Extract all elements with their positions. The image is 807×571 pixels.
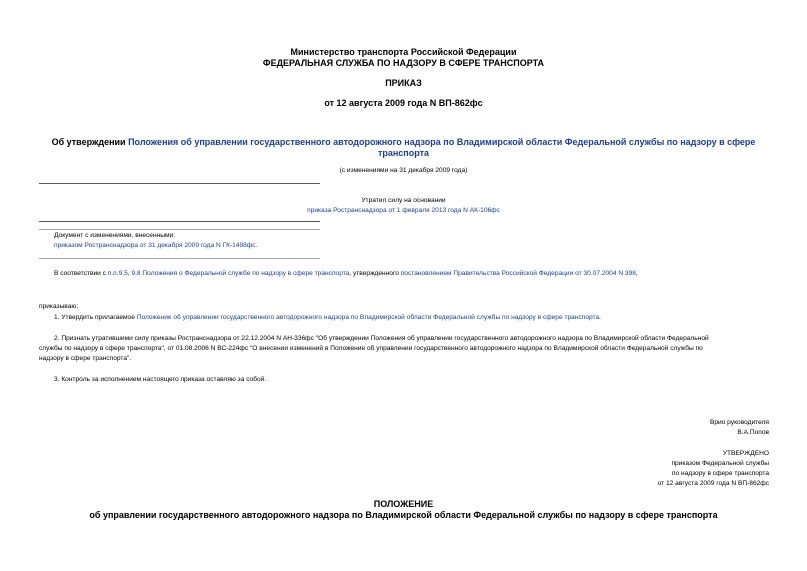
document-title [50,137,757,159]
item-2-line-3: надзору в сфере транспорта". [39,355,132,362]
with-changes-note: (с изменениями на 31 декабря 2009 года) [339,167,468,174]
item-2-line-1: 2. Признать утратившими силу приказы Ространснадзора от 22.12.2004 N АН-336фс "Об утверждении Положения об управлении государственного автодорожного надзора по Владимирской области Федеральной [54,335,709,342]
divider-line [39,229,320,230]
signature-role: Врио руководителя [709,419,769,426]
item-1-text: . [599,314,601,321]
preamble-link-clause[interactable]: п.п.9.5 [107,270,128,277]
item-2-line-2: службы по надзору в сфере транспорта", от 01.08.2006 N ВС-224фс "О внесении изменений в Положение об управлении государственного автодорожного надзора по Владимирской области Федеральной службы по [39,345,703,352]
preamble-text: , утвержденного [349,270,401,277]
service-heading: ФЕДЕРАЛЬНАЯ СЛУЖБА ПО НАДЗОРУ В СФЕРЕ ТРАНСПОРТА [262,58,545,68]
item-1-link[interactable]: Положение об управлении государственного автодорожного надзора по Владимирской области Федеральной службы по надзору в сфере транспорта [136,314,600,321]
expired-text: Утратил силу на основании [361,197,446,204]
item-1 [54,313,774,323]
divider-line [39,183,320,184]
ministry-heading: Министерство транспорта Российской Федерации [290,47,517,57]
order-word: приказываю: [39,303,79,310]
preamble-paragraph [54,269,774,279]
divider-line [39,221,320,222]
annex-title: ПОЛОЖЕНИЕ [373,499,434,509]
title-prefix: Об утверждении [51,137,129,147]
signature-name: В.А.Попов [737,429,769,436]
preamble-link-decree[interactable]: постановлением Правительства Российской Федерации от 30.07.2004 N 398 [400,270,636,277]
title-link[interactable]: Положения об управлении государственного автодорожного надзора по Владимирской области Федеральной службы по надзору в сфере транспорта [128,137,756,158]
preamble-text: , [635,270,638,277]
preamble-link-regulation[interactable]: 9.8 Положения о Федеральной службе по надзору в сфере транспорта [131,270,350,277]
changes-link[interactable]: приказом Ространснадзора от 31 декабря 2009 года N ГК-1498фс. [54,242,258,249]
annex-subtitle: об управлении государственного автодорожного надзора по Владимирской области Федеральной службы по надзору в сфере транспорта [89,510,718,520]
doc-date-number: от 12 августа 2009 года N ВП-862фс [324,98,483,108]
approved-line: по надзору в сфере транспорта [671,470,769,477]
approved-label: УТВЕРЖДЕНО [722,450,769,457]
changes-label: Документ с изменениями, внесенными: [54,232,176,239]
preamble-text: В соответствии с [54,270,108,277]
doc-type-heading: ПРИКАЗ [385,78,422,88]
divider-line [39,258,320,259]
approved-date-number: от 12 августа 2009 года N ВП-862фс [657,480,769,487]
preamble-text: , [127,270,132,277]
expired-link[interactable]: приказа Ространснадзора от 1 февраля 2013 года N АК-106фс [307,207,500,214]
item-3: 3. Контроль за исполнением настоящего приказа оставляю за собой. [54,376,267,383]
item-1-text: 1. Утвердить прилагаемое [54,314,137,321]
approved-line: приказом Федеральной службы [671,460,769,467]
